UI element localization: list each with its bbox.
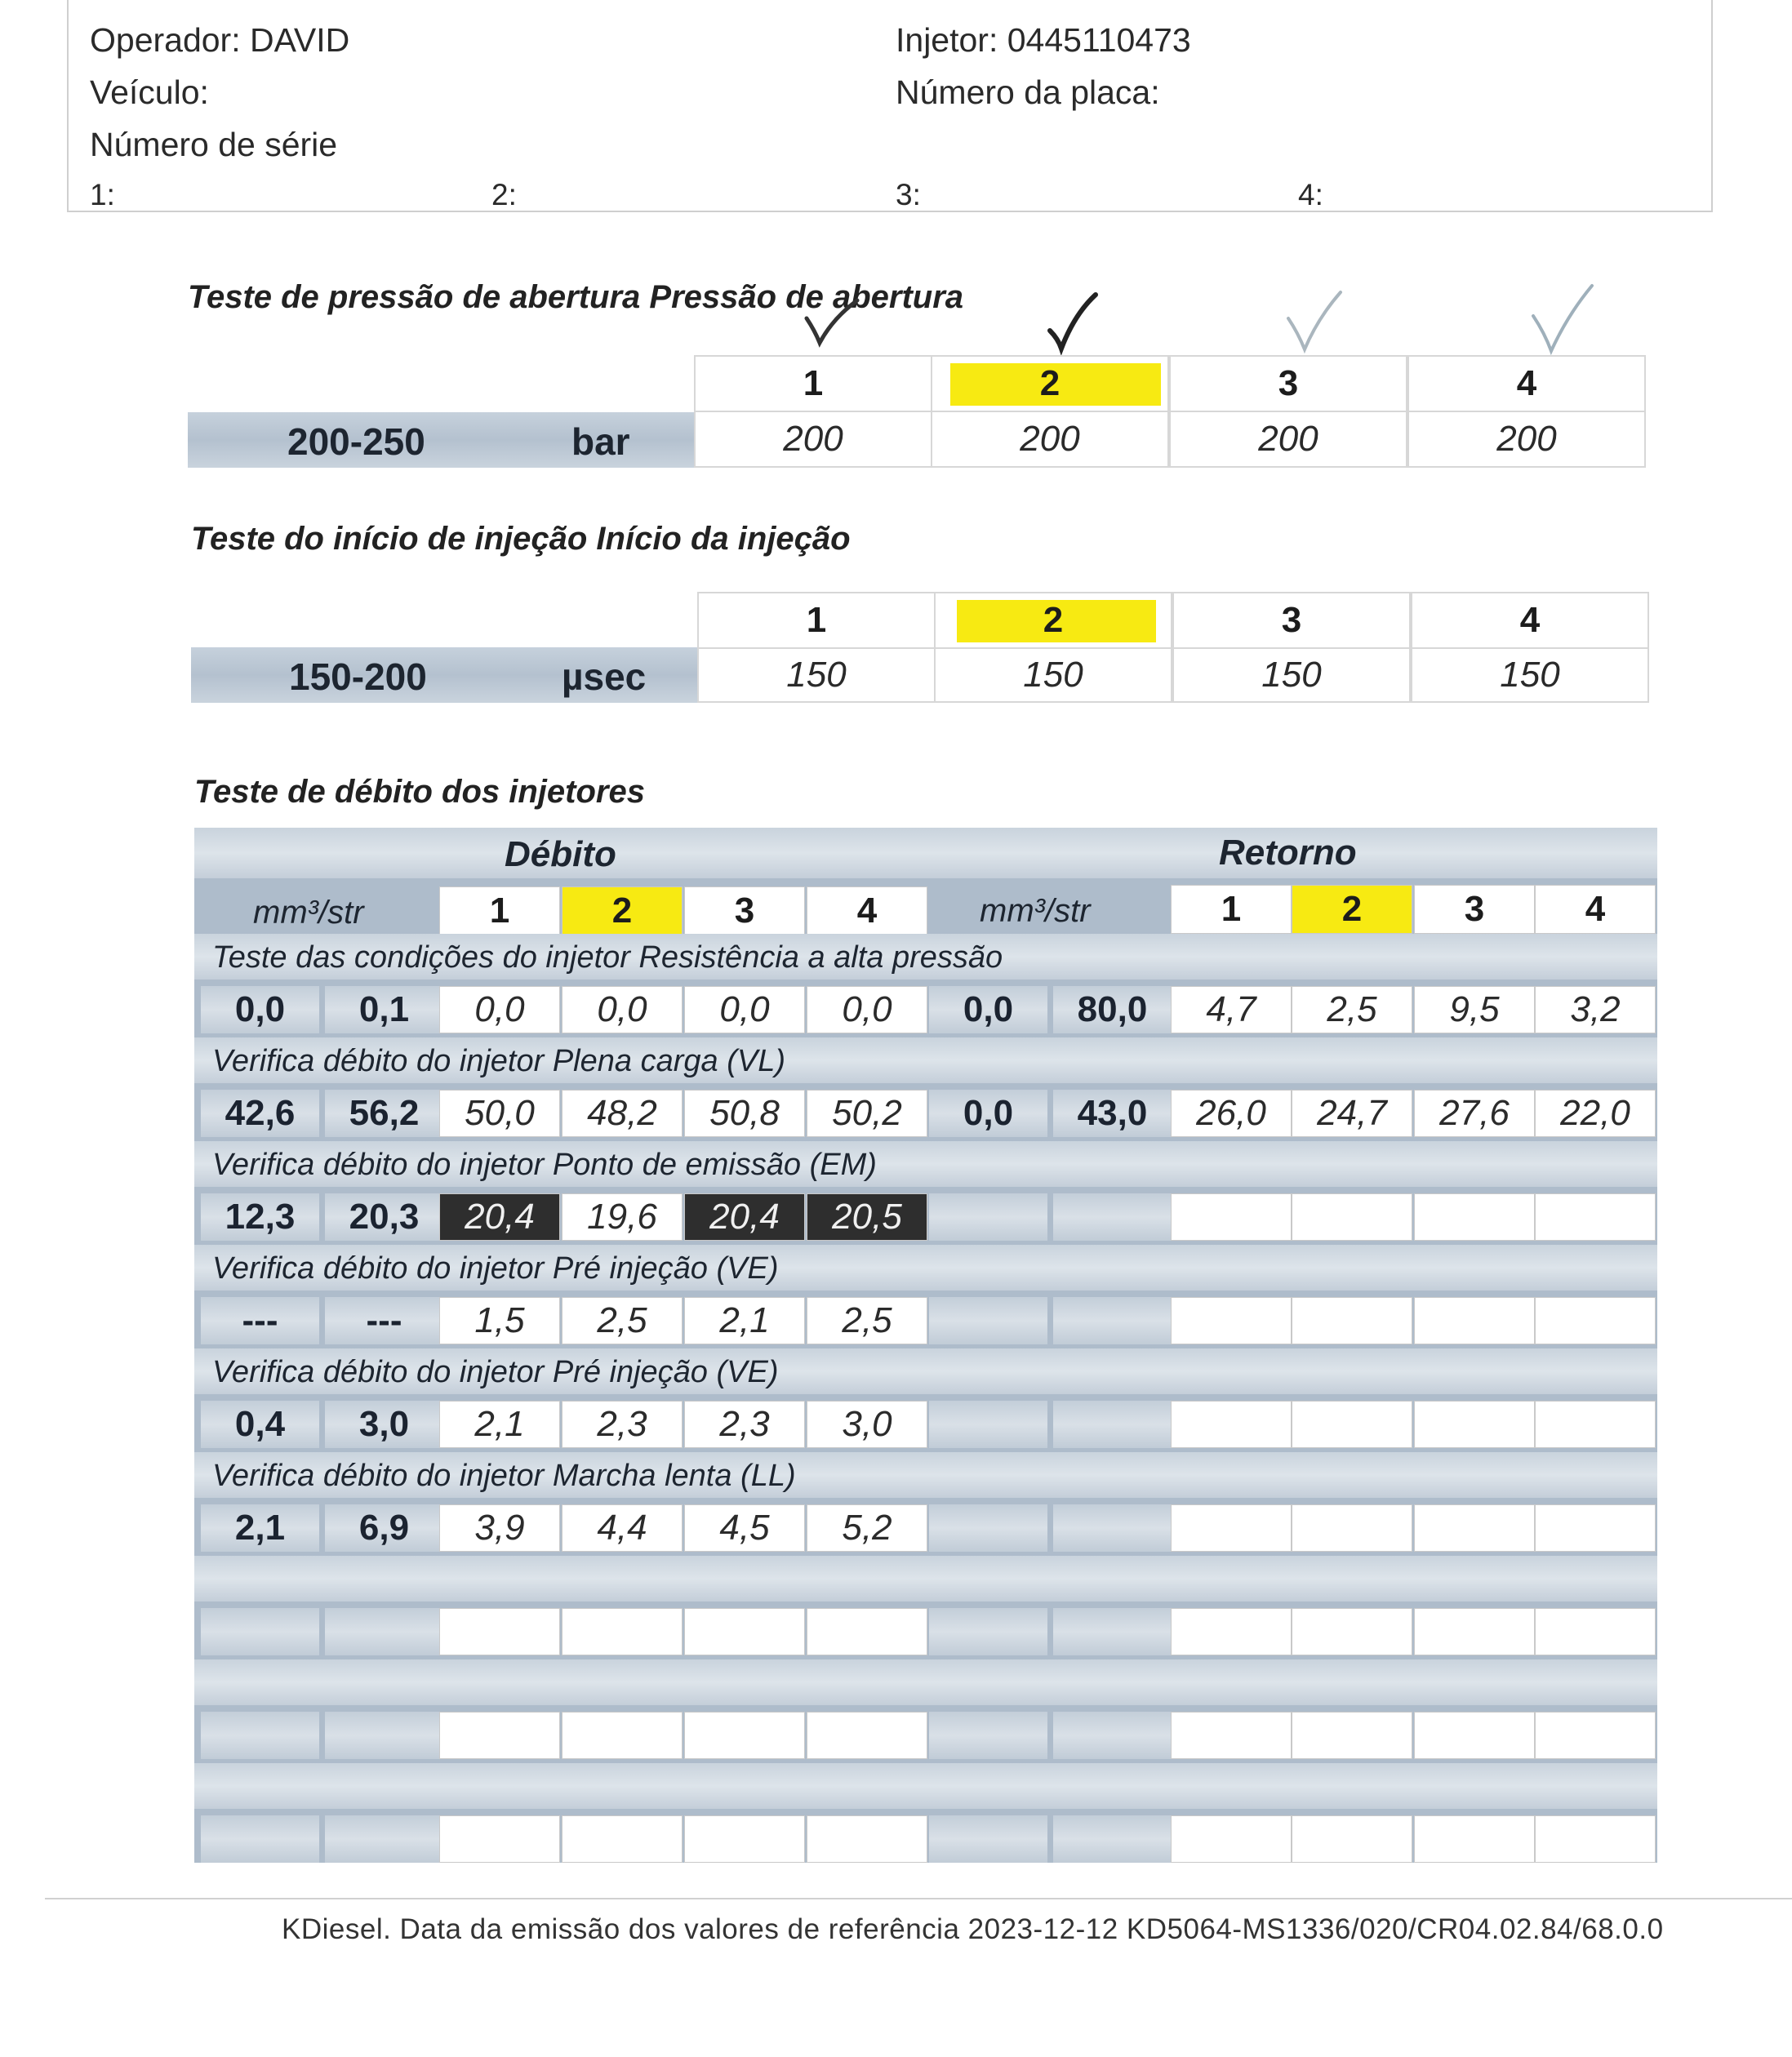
return-reference	[1053, 1297, 1172, 1344]
debit-value	[439, 1712, 560, 1759]
debit-value	[439, 1608, 560, 1655]
test-row-label: Verifica débito do injetor Ponto de emissão (EM)	[212, 1148, 877, 1182]
debit-value	[807, 1712, 927, 1759]
debit-col-3: 3	[684, 886, 805, 935]
debit-reference: 0,1	[325, 986, 443, 1033]
debit-value: 19,6	[562, 1193, 683, 1241]
injection-start-col-1: 1	[697, 592, 936, 649]
return-value	[1414, 1608, 1535, 1655]
footer-reference: KDiesel. Data da emissão dos valores de referência 2023-12-12 KD5064-MS1336/020/CR04.02.84/68.0.0	[282, 1913, 1664, 1945]
checkmark-icon	[1045, 290, 1102, 355]
return-value	[1171, 1401, 1292, 1448]
debit-value: 4,5	[684, 1504, 805, 1552]
debit-col-2: 2	[562, 886, 683, 935]
return-value	[1414, 1815, 1535, 1863]
serial-slot-3: 3:	[896, 178, 921, 211]
return-col-4: 4	[1535, 885, 1656, 934]
debit-reference: 42,6	[201, 1090, 319, 1137]
return-value	[1535, 1193, 1656, 1241]
return-reference	[1053, 1504, 1172, 1552]
injection-start-col-3: 3	[1172, 592, 1411, 649]
return-value	[1535, 1504, 1656, 1552]
return-reference	[1053, 1608, 1172, 1655]
debit-reference: ---	[201, 1297, 319, 1344]
debit-value: 2,1	[439, 1401, 560, 1448]
return-value	[1171, 1712, 1292, 1759]
injection-start-col-4: 4	[1411, 592, 1649, 649]
injection-start-value-1: 150	[697, 647, 936, 703]
return-value	[1292, 1608, 1412, 1655]
row-label-stripe	[194, 1763, 1657, 1809]
opening-pressure-value-2: 200	[931, 411, 1169, 468]
debit-reference	[325, 1608, 443, 1655]
return-value	[1171, 1193, 1292, 1241]
opening-pressure-col-1: 1	[694, 355, 932, 412]
debit-test-title: Teste de débito dos injetores	[194, 774, 645, 810]
debit-reference: 0,4	[201, 1401, 319, 1448]
debit-header-stripe	[194, 828, 1657, 878]
opening-pressure-value-1: 200	[694, 411, 932, 468]
debit-reference: ---	[325, 1297, 443, 1344]
debit-reference: 56,2	[325, 1090, 443, 1137]
checkmark-icon	[1525, 279, 1599, 357]
injection-start-value-4: 150	[1411, 647, 1649, 703]
debit-reference	[325, 1815, 443, 1863]
debit-value: 50,0	[439, 1090, 560, 1137]
return-value	[1292, 1297, 1412, 1344]
serial-label: Número de série	[90, 126, 338, 163]
operator-label: Operador: DAVID	[90, 21, 350, 59]
serial-slot-4: 4:	[1298, 178, 1323, 211]
debit-unit: mm³/str	[253, 895, 364, 931]
return-value	[1414, 1712, 1535, 1759]
debit-value: 2,1	[684, 1297, 805, 1344]
opening-pressure-value-3: 200	[1169, 411, 1407, 468]
debit-value: 3,9	[439, 1504, 560, 1552]
plate-label: Número da placa:	[896, 73, 1160, 111]
return-value	[1535, 1297, 1656, 1344]
return-unit: mm³/str	[980, 893, 1091, 929]
return-value	[1292, 1504, 1412, 1552]
return-value	[1171, 1297, 1292, 1344]
debit-value: 2,3	[562, 1401, 683, 1448]
debit-reference: 0,0	[201, 986, 319, 1033]
debit-reference	[201, 1608, 319, 1655]
debit-value: 3,0	[807, 1401, 927, 1448]
injector-label: Injetor: 0445110473	[896, 21, 1191, 59]
return-col-3: 3	[1414, 885, 1535, 934]
debit-value	[562, 1712, 683, 1759]
return-reference	[1053, 1712, 1172, 1759]
return-col-1: 1	[1171, 885, 1292, 934]
injection-start-value-2: 150	[934, 647, 1172, 703]
debit-value: 0,0	[684, 986, 805, 1033]
debit-reference: 2,1	[201, 1504, 319, 1552]
return-value: 4,7	[1171, 986, 1292, 1033]
debit-reference: 12,3	[201, 1193, 319, 1241]
return-value: 27,6	[1414, 1090, 1535, 1137]
return-value	[1535, 1815, 1656, 1863]
return-header: Retorno	[1219, 833, 1357, 873]
return-reference	[1053, 1815, 1172, 1863]
debit-value	[562, 1815, 683, 1863]
return-value: 9,5	[1414, 986, 1535, 1033]
debit-value	[684, 1608, 805, 1655]
return-col-2: 2	[1292, 885, 1412, 934]
return-value	[1414, 1504, 1535, 1552]
debit-value: 20,5	[807, 1193, 927, 1241]
test-row-label: Verifica débito do injetor Marcha lenta (LL)	[212, 1459, 796, 1493]
return-value: 2,5	[1292, 986, 1412, 1033]
checkmark-icon	[800, 294, 865, 351]
debit-value: 1,5	[439, 1297, 560, 1344]
debit-col-4: 4	[807, 886, 927, 935]
test-row-label: Verifica débito do injetor Plena carga (VL)	[212, 1044, 785, 1078]
debit-value	[684, 1712, 805, 1759]
return-value	[1414, 1193, 1535, 1241]
return-reference	[929, 1608, 1047, 1655]
return-value	[1292, 1712, 1412, 1759]
opening-pressure-col-2: 2	[931, 355, 1169, 412]
debit-value: 50,2	[807, 1090, 927, 1137]
debit-col-1: 1	[439, 886, 560, 935]
return-reference	[1053, 1401, 1172, 1448]
row-label-stripe	[194, 1556, 1657, 1602]
debit-value: 2,5	[562, 1297, 683, 1344]
debit-value: 0,0	[807, 986, 927, 1033]
return-value	[1414, 1297, 1535, 1344]
vehicle-label: Veículo:	[90, 73, 209, 111]
return-reference: 43,0	[1053, 1090, 1172, 1137]
debit-value	[684, 1815, 805, 1863]
serial-slot-2: 2:	[491, 178, 517, 211]
debit-value: 0,0	[439, 986, 560, 1033]
debit-value	[807, 1815, 927, 1863]
debit-value	[807, 1608, 927, 1655]
debit-value: 20,4	[439, 1193, 560, 1241]
return-reference: 80,0	[1053, 986, 1172, 1033]
debit-header: Débito	[505, 834, 616, 874]
return-value	[1535, 1712, 1656, 1759]
footer-divider	[45, 1898, 1792, 1899]
injection-start-value-3: 150	[1172, 647, 1411, 703]
debit-reference: 3,0	[325, 1401, 443, 1448]
injection-start-range: 150-200	[289, 655, 427, 698]
opening-pressure-unit: bar	[571, 420, 630, 463]
debit-value: 0,0	[562, 986, 683, 1033]
row-label-stripe	[194, 1659, 1657, 1705]
return-value: 24,7	[1292, 1090, 1412, 1137]
debit-value: 2,5	[807, 1297, 927, 1344]
serial-slot-1: 1:	[90, 178, 115, 211]
opening-pressure-title: Teste de pressão de abertura Pressão de abertura	[188, 279, 964, 315]
checkmark-icon	[1282, 286, 1347, 355]
return-value	[1535, 1608, 1656, 1655]
return-value	[1292, 1815, 1412, 1863]
debit-reference	[201, 1815, 319, 1863]
debit-value	[562, 1608, 683, 1655]
return-value	[1535, 1401, 1656, 1448]
opening-pressure-col-3: 3	[1169, 355, 1407, 412]
debit-reference	[201, 1712, 319, 1759]
debit-value: 48,2	[562, 1090, 683, 1137]
opening-pressure-range: 200-250	[287, 420, 425, 463]
return-reference: 0,0	[929, 1090, 1047, 1137]
test-row-label: Verifica débito do injetor Pré injeção (VE)	[212, 1251, 779, 1286]
return-reference: 0,0	[929, 986, 1047, 1033]
debit-value: 20,4	[684, 1193, 805, 1241]
return-value	[1171, 1815, 1292, 1863]
injection-start-title: Teste do início de injeção Início da injeção	[191, 521, 851, 557]
injection-start-col-2: 2	[934, 592, 1172, 649]
debit-value: 5,2	[807, 1504, 927, 1552]
return-value: 22,0	[1535, 1090, 1656, 1137]
return-reference	[1053, 1193, 1172, 1241]
debit-reference: 20,3	[325, 1193, 443, 1241]
debit-value: 4,4	[562, 1504, 683, 1552]
return-value	[1292, 1401, 1412, 1448]
return-value	[1171, 1504, 1292, 1552]
opening-pressure-value-4: 200	[1407, 411, 1646, 468]
debit-value: 2,3	[684, 1401, 805, 1448]
opening-pressure-col-4: 4	[1407, 355, 1646, 412]
return-value	[1171, 1608, 1292, 1655]
debit-table	[194, 828, 1657, 1863]
return-reference	[929, 1401, 1047, 1448]
return-reference	[929, 1712, 1047, 1759]
return-value: 26,0	[1171, 1090, 1292, 1137]
debit-value: 50,8	[684, 1090, 805, 1137]
return-value	[1414, 1401, 1535, 1448]
return-value	[1292, 1193, 1412, 1241]
debit-value	[439, 1815, 560, 1863]
return-reference	[929, 1193, 1047, 1241]
test-row-label: Teste das condições do injetor Resistência a alta pressão	[212, 940, 1003, 975]
test-row-label: Verifica débito do injetor Pré injeção (VE)	[212, 1355, 779, 1389]
return-reference	[929, 1504, 1047, 1552]
debit-reference	[325, 1712, 443, 1759]
return-value: 3,2	[1535, 986, 1656, 1033]
return-reference	[929, 1815, 1047, 1863]
injection-start-unit: µsec	[562, 655, 647, 698]
return-reference	[929, 1297, 1047, 1344]
debit-reference: 6,9	[325, 1504, 443, 1552]
